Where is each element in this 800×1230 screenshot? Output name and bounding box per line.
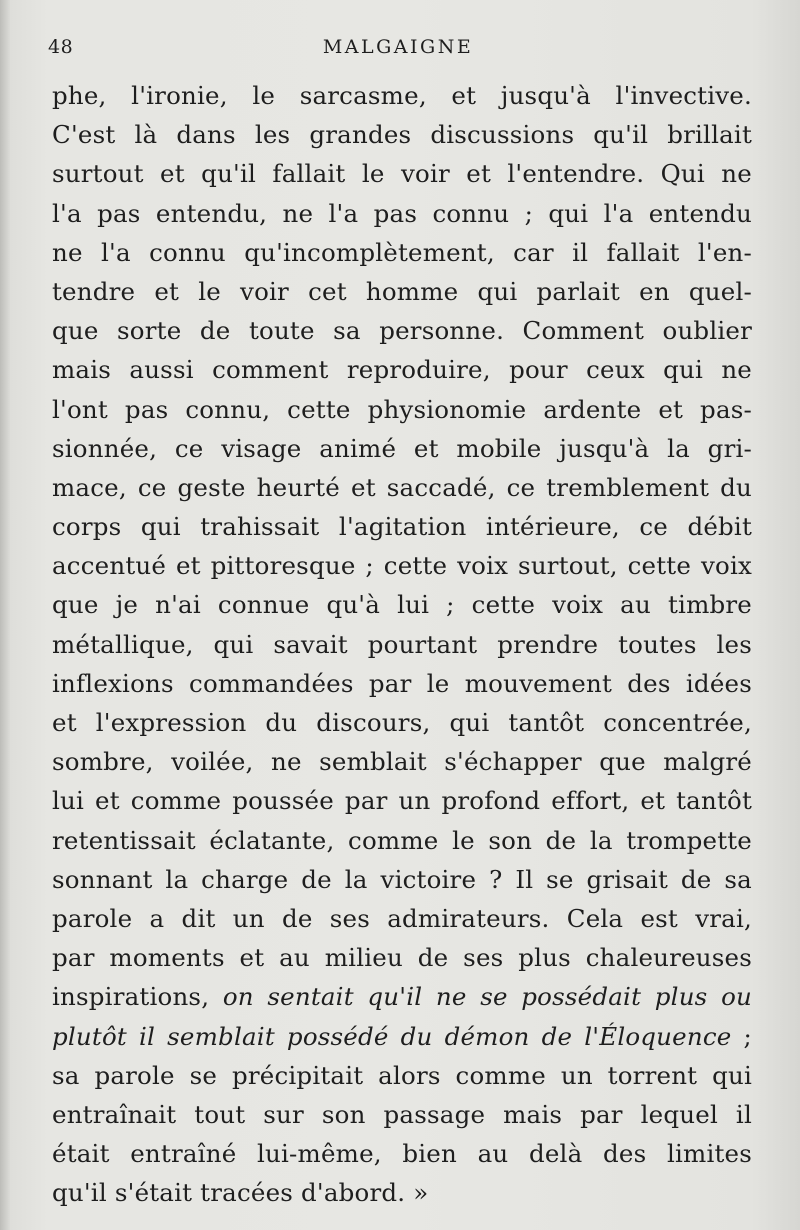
- text-line: mais aussi comment reproduire, pour ceux qui ne: [52, 355, 752, 385]
- text-line: C'est là dans les grandes discussions qu'il brillait: [52, 120, 752, 150]
- text-line: l'ont pas connu, cette physionomie ardente et pas-: [52, 394, 752, 424]
- text-line: corps qui trahissait l'agitation intérieure, ce débit: [52, 512, 752, 542]
- page-header: [48, 36, 748, 62]
- text-line: phe, l'ironie, le sarcasme, et jusqu'à l'invective.: [52, 81, 752, 110]
- text-line: entraînait tout sur son passage mais par lequel il: [52, 1099, 752, 1129]
- text-line: ne l'a connu qu'incomplètement, car il fallait l'en-: [52, 237, 752, 267]
- text-line: surtout et qu'il fallait le voir et l'entendre. Qui ne: [52, 159, 752, 189]
- text-line: sionnée, ce visage animé et mobile jusqu'à la gri-: [52, 433, 752, 463]
- body-text: [52, 76, 752, 1212]
- italic-quote: plutôt il semblait possédé du démon de l'Éloquence: [52, 1021, 732, 1051]
- text-line: retentissait éclatante, comme le son de la trompette: [52, 825, 752, 855]
- text-line: accentué et pittoresque ; cette voix surtout, cette voix: [52, 551, 752, 581]
- text-line: lui et comme poussée par un profond effort, et tantôt: [52, 786, 752, 816]
- text-line: et l'expression du discours, qui tantôt concentrée,: [52, 708, 752, 737]
- text-line: tendre et le voir cet homme qui parlait en quel-: [52, 276, 752, 306]
- text-line: mace, ce geste heurté et saccadé, ce tremblement du: [52, 472, 752, 502]
- text-line: par moments et au milieu de ses plus chaleureuses: [52, 943, 752, 973]
- page-number: 48: [48, 36, 74, 58]
- text-line: sonnant la charge de la victoire ? Il se grisait de sa: [52, 864, 752, 894]
- page-edge-shadow: [0, 0, 10, 1230]
- text-line: métallique, qui savait pourtant prendre toutes les: [52, 629, 752, 659]
- text-line: sombre, voilée, ne semblait s'échapper que malgré: [52, 747, 752, 777]
- text-run: ;: [731, 1021, 752, 1051]
- text-line: que sorte de toute sa personne. Comment oublier: [52, 316, 752, 346]
- text-line: qu'il s'était tracées d'abord. »: [52, 1178, 429, 1208]
- text-line: que je n'ai connue qu'à lui ; cette voix au timbre: [52, 590, 752, 620]
- text-line: [52, 1017, 752, 1056]
- text-line: parole a dit un de ses admirateurs. Cela est vrai,: [52, 903, 752, 933]
- text-line: était entraîné lui-même, bien au delà des limites: [52, 1139, 752, 1169]
- text-line: l'a pas entendu, ne l'a pas connu ; qui l'a entendu: [52, 198, 752, 228]
- text-line: [52, 977, 752, 1016]
- text-line: inflexions commandées par le mouvement des idées: [52, 668, 752, 698]
- italic-quote: on sentait qu'il ne se possédait plus ou: [222, 982, 752, 1012]
- text-run: inspirations,: [52, 982, 223, 1012]
- text-line: sa parole se précipitait alors comme un torrent qui: [52, 1060, 752, 1090]
- running-head: MALGAIGNE: [322, 36, 474, 58]
